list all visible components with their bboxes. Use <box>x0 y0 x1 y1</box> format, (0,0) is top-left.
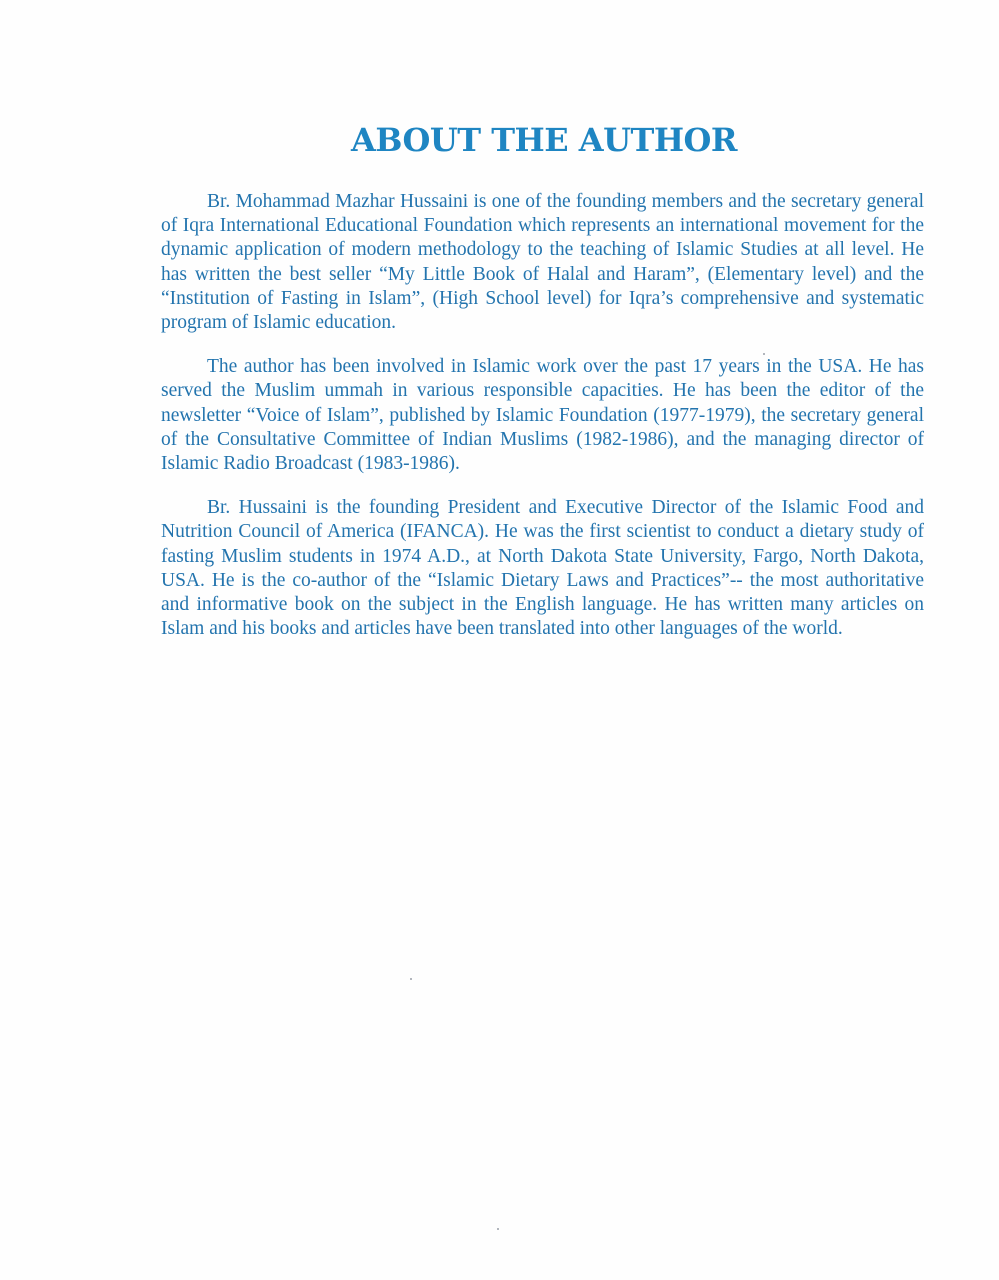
paper-speck <box>497 1228 499 1230</box>
biography-paragraph-3: Br. Hussaini is the founding President and Executive Director of the Islamic Food and Nutrition Council of America (IFANCA). He was the first scientist to conduct a dietary study of fasting Muslim students in 1974 A.D., at North Dakota State University, Fargo, North Dakota, USA. He is the co-author of the “Islamic Dietary Laws and Practices”-- the most authoritative and informative book on the subject in the English language. He has written many articles on Islam and his books and articles have been translated into other languages of the world. <box>161 497 924 640</box>
author-biography <box>161 190 924 661</box>
paper-speck <box>763 353 765 355</box>
paper-speck <box>410 978 412 980</box>
biography-paragraph-1: Br. Mohammad Mazhar Hussaini is one of the founding members and the secretary general of Iqra International Educational Foundation which represents an international movement for the dynamic application of modern methodology to the teaching of Islamic Studies at all level. He has written the best seller “My Little Book of Halal and Haram”, (Elementary level) and the “Institution of Fasting in Islam”, (High School level) for Iqra’s comprehensive and systematic program of Islamic education. <box>161 191 924 334</box>
biography-paragraph-2: The author has been involved in Islamic work over the past 17 years in the USA. He has served the Muslim ummah in various responsible capacities. He has been the editor of the newsletter “Voice of Islam”, published by Islamic Foundation (1977-1979), the secretary general of the Consultative Committee of Indian Muslims (1982-1986), and the managing director of Islamic Radio Broadcast (1983-1986). <box>161 356 924 475</box>
page-title: ABOUT THE AUTHOR <box>350 121 738 159</box>
